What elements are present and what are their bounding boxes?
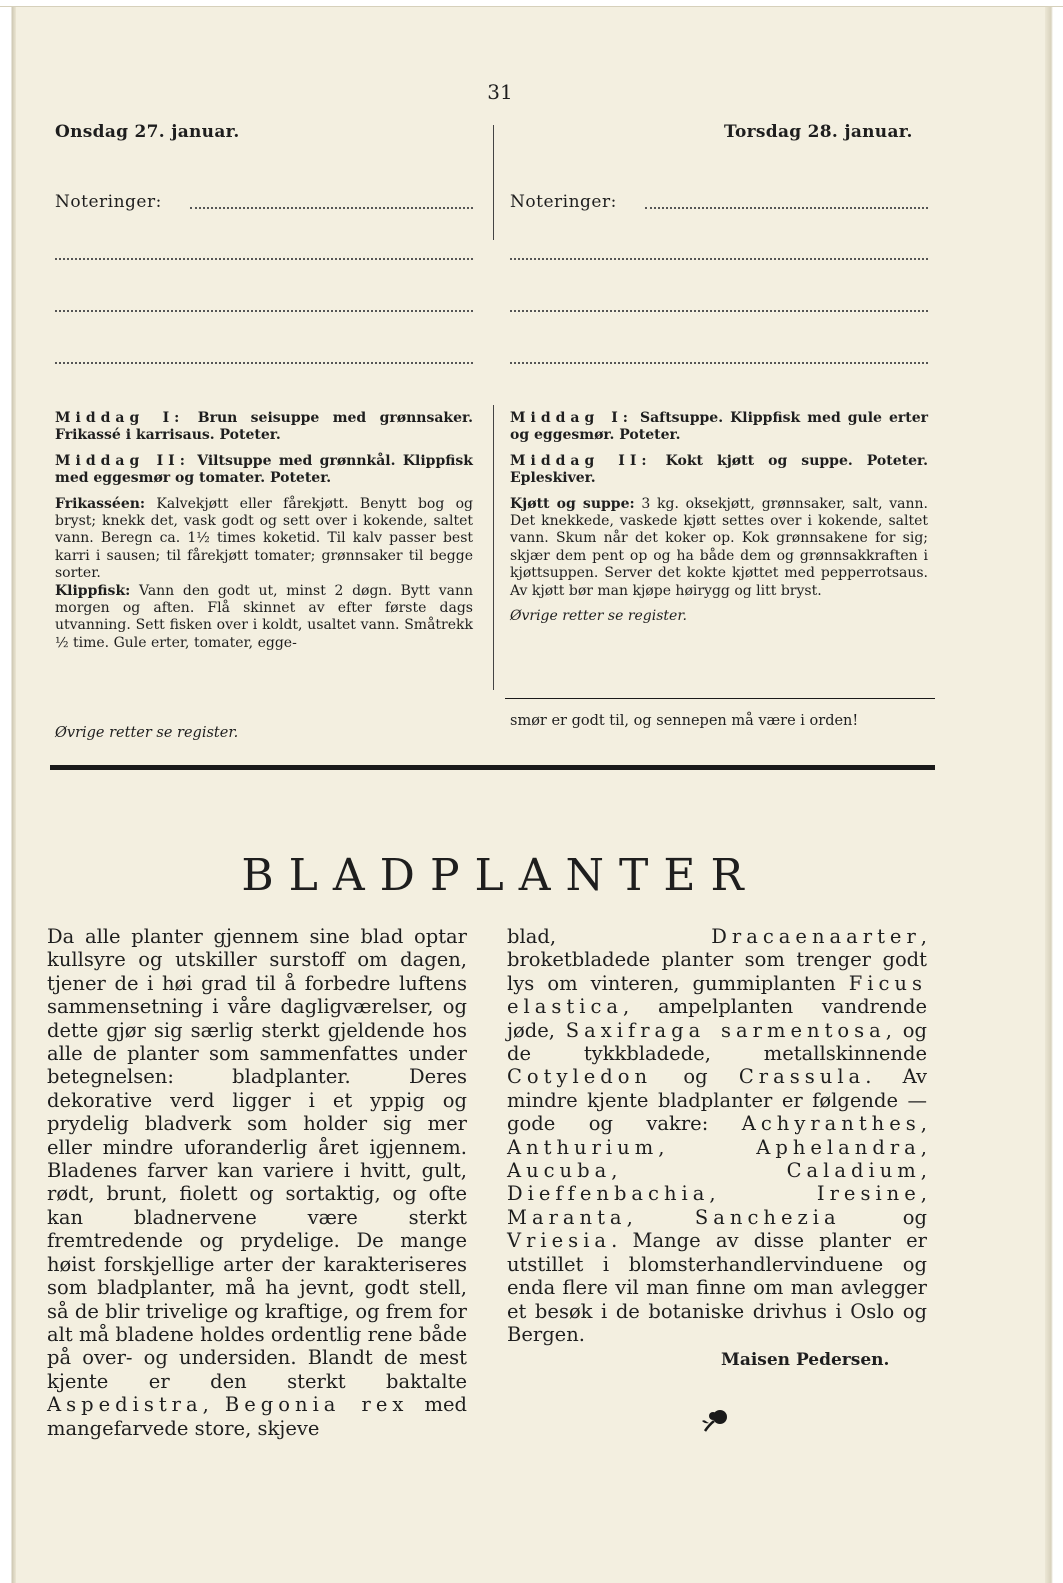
article-text: , [920, 1182, 927, 1206]
ovrige-retter-right: Øvrige retter se register. [510, 608, 687, 625]
flower-ornament-icon [700, 1408, 732, 1434]
plant-name: Begonia rex [224, 1393, 409, 1417]
article-text: . Av mindre kjente bladplanter er følgende — gode og vakre: [507, 1065, 927, 1136]
article-text: , [920, 1159, 927, 1183]
middag-1-right [510, 410, 928, 445]
plant-name: Aucuba [507, 1159, 612, 1183]
recipe-label: Frikasséen: [55, 495, 146, 512]
article-column-2 [507, 925, 927, 1346]
middag-label: Middag II: [510, 452, 652, 469]
continuation-divider [505, 698, 935, 699]
plant-name: Ficus elastica [507, 971, 927, 1019]
plant-name: Aspedistra [47, 1393, 203, 1417]
middag-text: Saftsuppe. Klippfisk med gule erter og eggesmør. Poteter. [510, 410, 928, 444]
page-number: 31 [487, 80, 513, 104]
section-divider [50, 765, 935, 770]
recipe-label: Kjøtt og suppe: [510, 495, 635, 512]
article-column-1 [47, 925, 467, 1440]
notes-line[interactable] [55, 362, 473, 364]
article-text: og [652, 1065, 739, 1089]
recipe-text: Kalvekjøtt eller fårekjøtt. Benytt bog og bryst; knekk det, vask godt og sett over i kokende, saltet vann. Beregn ca. 1½ times koketid. Til kalv passer best karri i sausen; til fårekjøtt tomater; grønnsaker til begge sorter. [55, 495, 473, 582]
notes-line[interactable] [190, 207, 473, 209]
column-divider-bottom [493, 405, 494, 690]
page-edge-top [0, 0, 1063, 7]
notes-line[interactable] [55, 258, 473, 260]
notes-label-left: Noteringer: [55, 192, 162, 212]
middag-label: Middag I: [510, 410, 633, 426]
author-signature: Maisen Pedersen. [721, 1350, 890, 1370]
middag-label: Middag I: [55, 410, 185, 426]
article-text: , og de tykkbladede, metallskinnende [507, 1018, 927, 1066]
article-text: , [611, 1159, 787, 1183]
article-text: , broketbladede planter som trenger godt lys om vinteren, gummiplanten [507, 925, 927, 995]
notes-line[interactable] [510, 258, 928, 260]
column-divider-top [493, 125, 494, 240]
article-text: Da alle planter gjennem sine blad optar kullsyre og utskiller surstoff om dagen, tjener de i høi grad til å forbedre luftens sammensetning i våre dagligværelser, og dette gjør sig særlig sterkt gjeldende hos alle de planter som sammenfattes under betegnelsen: bladplanter. Deres dekorative verd ligger i et yppig og prydelig bladverk som holder sig mer eller mindre uforanderlig året igjennem. Bladenes farver kan variere i hvitt, gult, rødt, brunt, fiolett og sortaktig, og ofte kan bladnervene være sterkt fremtredende og prydelige. De mange høist forskjellige arter der karakteriseres som bladplanter, må ha jevnt, godt stell, så de blir trivelige og kraftige, og frem for alt må bladene holdes ordentlig rene både på over- og undersiden. Blandt de mest kjente er den sterkt baktalte [47, 925, 467, 1393]
recipe-column-right [510, 410, 928, 633]
article-text: , ampelplanten vandrende jøde, [507, 995, 927, 1042]
article-text: , [709, 1182, 817, 1206]
middag-1-left [55, 410, 473, 445]
plant-name: Dracaenaarter [711, 925, 921, 948]
article-text: og [840, 1205, 927, 1229]
plant-name: Anthurium [507, 1135, 659, 1159]
article-title: BLADPLANTER [241, 850, 759, 901]
recipe-text: Vann den godt ut, minst 2 døgn. Bytt vann morgen og aften. Flå skinnet av efter første dags utvanning. Sett fisken over i koldt, usaltet vann. Småtrekk ½ time. Gule erter, tomater, egge- [55, 582, 473, 651]
recipe-column-left [55, 410, 473, 660]
day-header-wednesday: Onsdag 27. januar. [55, 122, 240, 142]
kjott-og-suppe-recipe [510, 496, 928, 600]
notes-line[interactable] [510, 310, 928, 312]
plant-name: Saxifraga sarmentosa [565, 1018, 886, 1042]
klippfisk-recipe [55, 583, 473, 653]
notes-label-right: Noteringer: [510, 192, 617, 212]
notes-line[interactable] [510, 362, 928, 364]
page-edge-right [1045, 0, 1063, 1583]
article-text: , [626, 1205, 695, 1229]
plant-name: Maranta [507, 1205, 627, 1229]
middag-text: Brun seisuppe med grønnsaker. Frikassé i karrisaus. Poteter. [55, 410, 473, 444]
article-text: , [202, 1393, 225, 1417]
day-header-thursday: Torsdag 28. januar. [724, 122, 913, 142]
plant-name: Dieffenbachia [507, 1182, 710, 1206]
ovrige-retter-left: Øvrige retter se register. [55, 725, 239, 741]
page-edge-left [0, 0, 16, 1583]
recipe-text: 3 kg. oksekjøtt, grønnsaker, salt, vann. Det knekkede, vaskede kjøtt settes over i kokende, saltet vann. Skum når det koker op. Kok grønnsakene for sig; skjær dem pent op og ha både dem og grønnsakkraften i kjøttsuppen. Server det kokte kjøttet med pepperrotsaus. Av kjøtt bør man kjøpe høirygg og litt bryst. [510, 495, 929, 599]
notes-line[interactable] [55, 310, 473, 312]
middag-2-left [55, 453, 473, 488]
article-text: med mangefarvede store, skjeve [47, 1393, 467, 1440]
plant-name: Achyranthes [741, 1112, 921, 1136]
middag-label: Middag II: [55, 452, 190, 469]
plant-name: Iresine [816, 1182, 921, 1206]
plant-name: Caladium [786, 1159, 921, 1183]
middag-text: Viltsuppe med grønnkål. Klippfisk med eggesmør og tomater. Poteter. [55, 452, 473, 487]
plant-name: Sanchezia [694, 1205, 841, 1229]
article-text: , [920, 1112, 927, 1136]
frikasse-recipe [55, 496, 473, 583]
article-text: blad, [507, 925, 712, 948]
plant-name: Crassula [738, 1065, 866, 1089]
plant-name: Vriesia [507, 1229, 612, 1253]
notes-line[interactable] [645, 207, 928, 209]
recipe-label: Klippfisk: [55, 582, 131, 599]
plant-name: Cotyledon [507, 1065, 653, 1089]
middag-2-right [510, 453, 928, 488]
article-text: , [658, 1135, 757, 1159]
continuation-text: smør er godt til, og sennepen må være i orden! [510, 713, 859, 729]
article-text: , [920, 1135, 927, 1159]
middag-text: Kokt kjøtt og suppe. Poteter. Epleskiver. [510, 452, 928, 487]
article-text: . Mange av disse planter er utstillet i blomsterhandlervinduene og enda flere vil man finne om man avlegger et besøk i de botaniske drivhus i Oslo og Bergen. [507, 1229, 927, 1346]
plant-name: Aphelandra [756, 1135, 921, 1159]
